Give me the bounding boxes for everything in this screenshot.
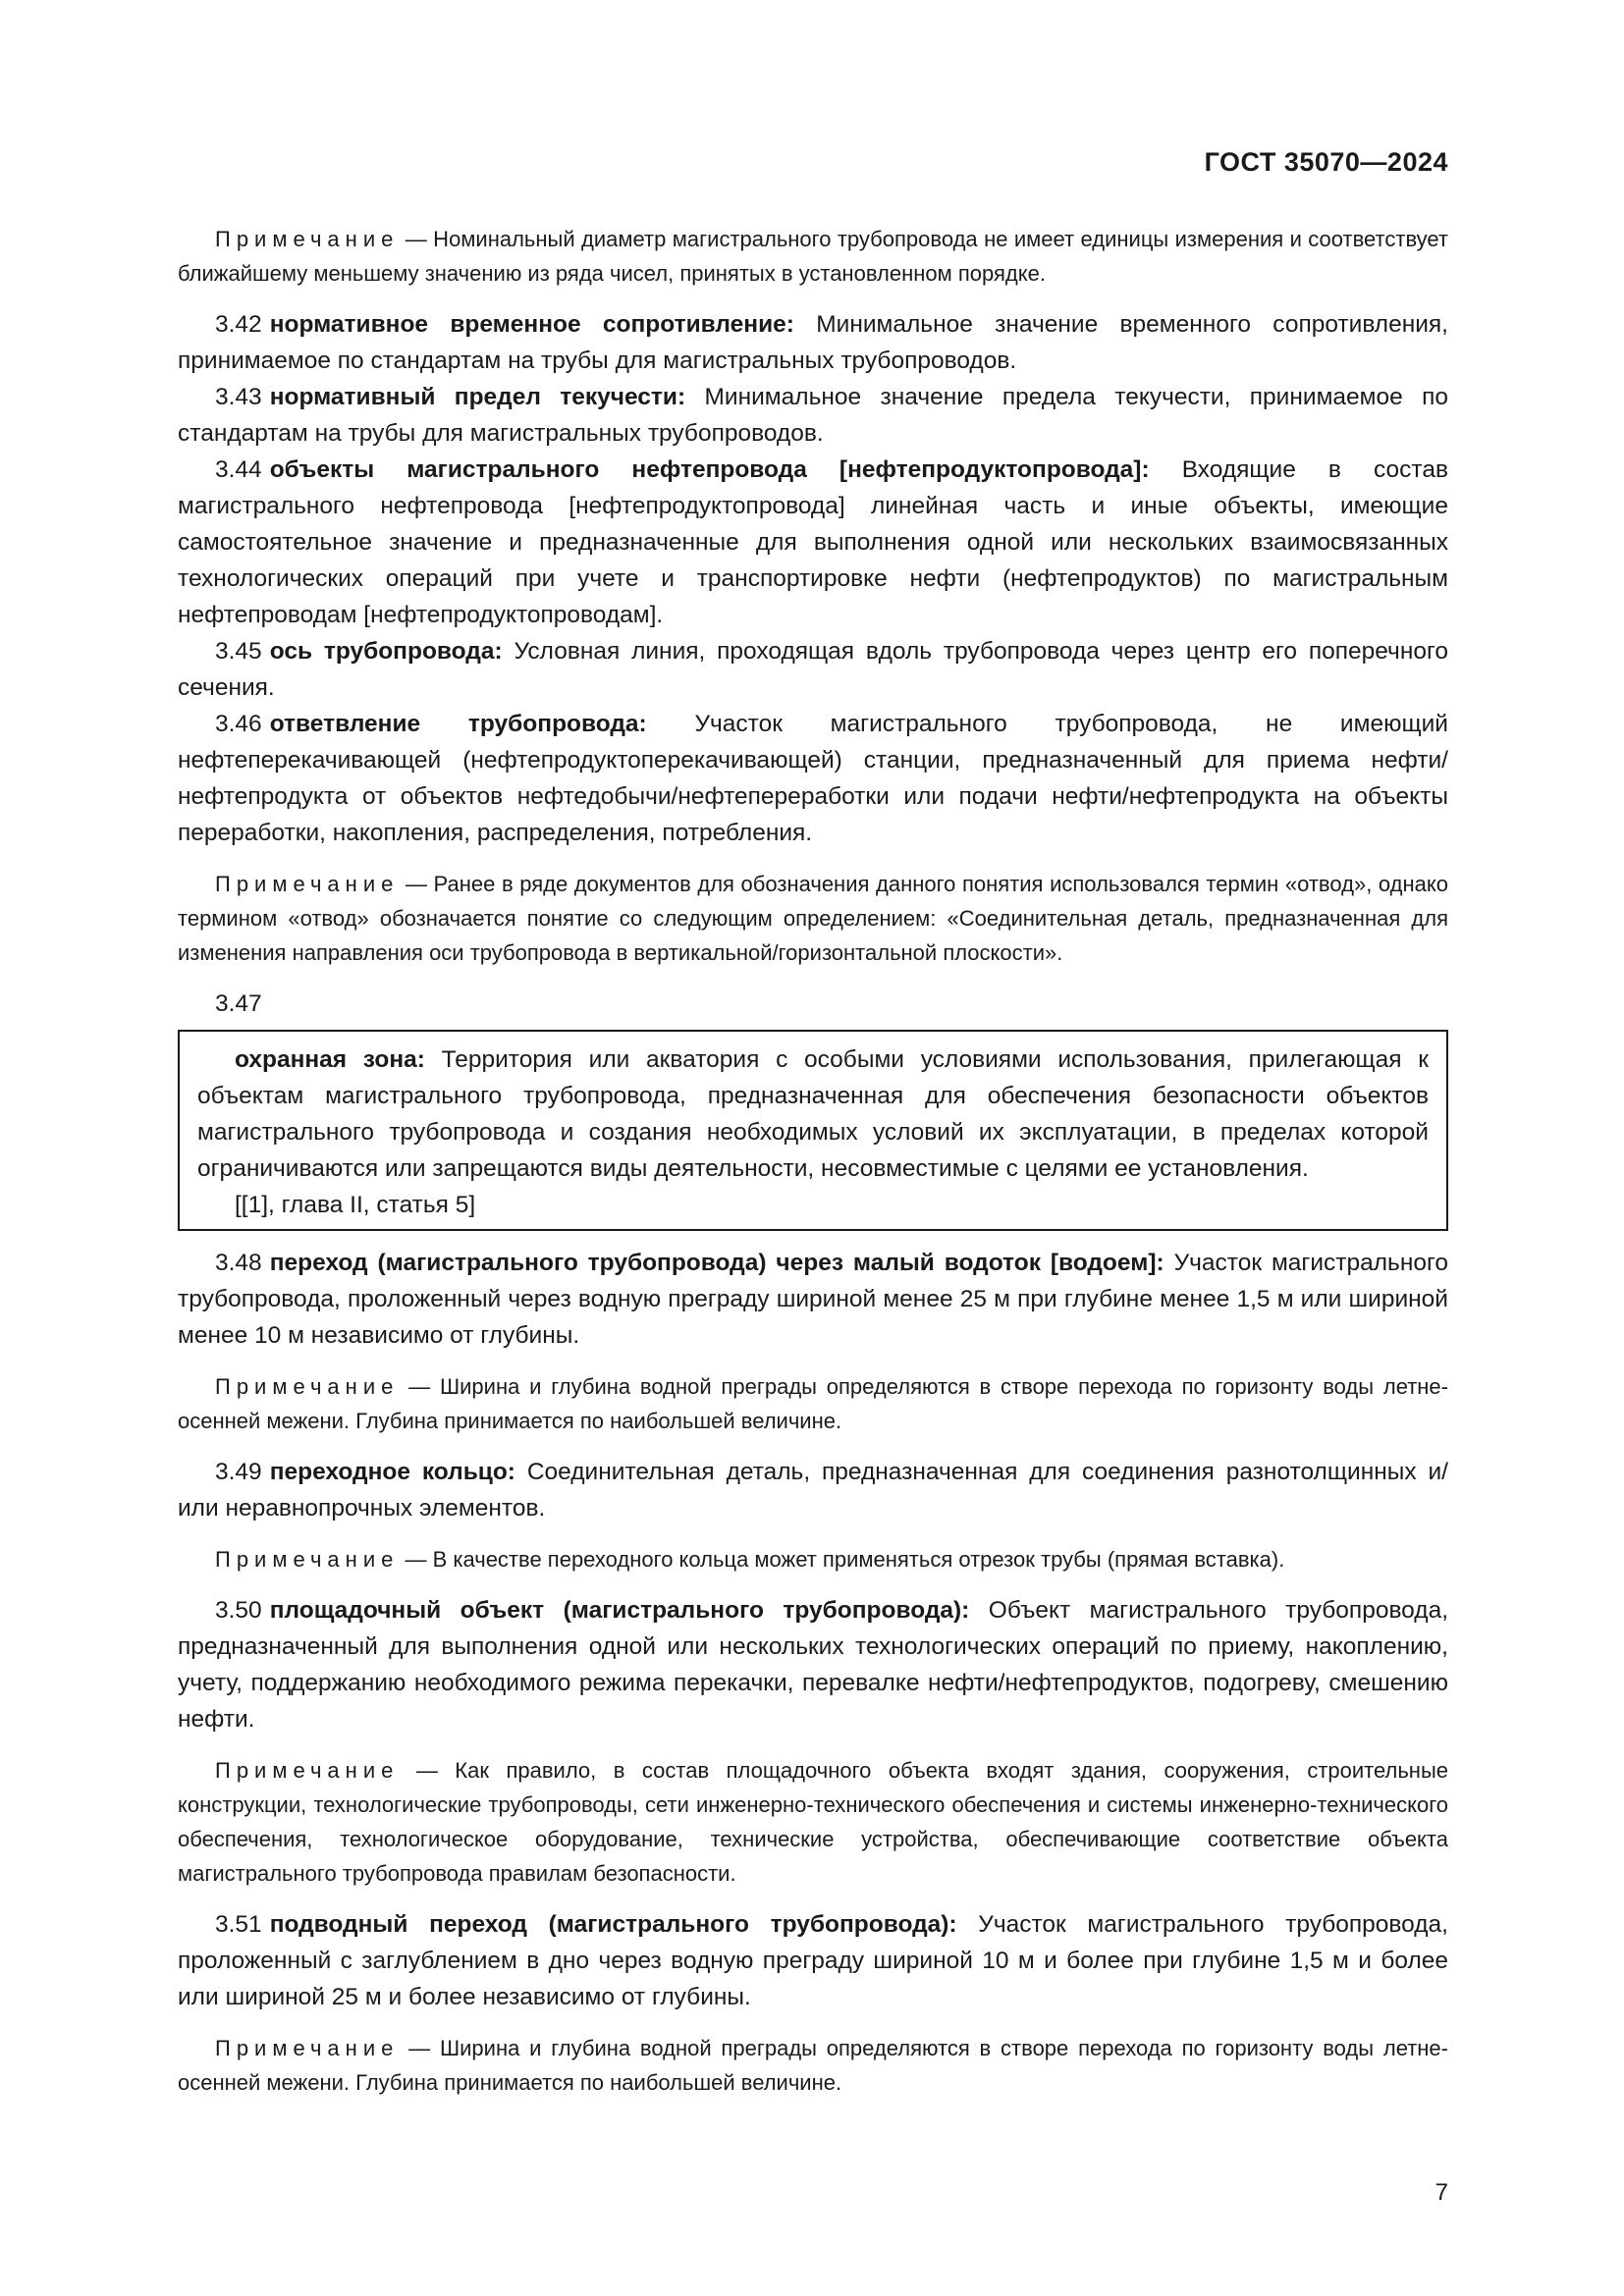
term-title: переход (магистрального трубопровода) через малый водоток [водоем]:: [269, 1250, 1164, 1276]
note-text: — Ширина и глубина водной преграды определяются в створе перехода по горизонту воды летне-осенней межени. Глубина принимается по наибольшей величине.: [178, 2036, 1448, 2095]
term-number: 3.44: [215, 456, 262, 483]
note-label: Примечание: [215, 1758, 400, 1783]
term-source-reference: [[1], глава II, статья 5]: [235, 1192, 476, 1218]
term-definition: Минимальное значение временного сопротивления, принимаемое по стандартам на трубы для магистральных трубопроводов.: [178, 311, 1448, 374]
term-definition: Входящие в состав магистрального нефтепровода [нефтепродуктопровода] линейная часть и иные объекты, имеющие самостоятельное значение и предназначенные для выполнения одной или нескольких взаимосвязанных технологических операций при учете и транспортировке нефти (нефтепродуктов) по магистральным нефтепроводам [нефтепродуктопроводам].: [178, 456, 1448, 628]
term-3-43: [178, 379, 1448, 452]
term-definition: Территория или акватория с особыми условиями использования, прилегающая к объектам магистрального трубопровода, предназначенная для обеспечения безопасности объектов магистрального трубопровода и создания необходимых условий их эксплуатации, в пределах которой ограничиваются или запрещаются виды деятельности, несовместимые с целями ее установления.: [197, 1046, 1429, 1182]
document-page: [178, 0, 1448, 2296]
term-definition: Участок магистрального трубопровода, проложенный через водную преграду шириной менее 25 м при глубине менее 1,5 м или шириной менее 10 м независимо от глубины.: [178, 1250, 1449, 1349]
boxed-term-3-47: [178, 1030, 1448, 1231]
note-3-41: [178, 222, 1448, 291]
term-title: подводный переход (магистрального трубопровода):: [269, 1911, 957, 1938]
term-definition: Объект магистрального трубопровода, предназначенный для выполнения одной или нескольких технологических операций по приему, накоплению, учету, поддержанию необходимого режима перекачки, перевалке нефти/нефтепродуктов, подогреву, смешению нефти.: [178, 1597, 1448, 1733]
term-title: переходное кольцо:: [269, 1459, 515, 1485]
note-label: Примечание: [215, 2036, 400, 2060]
term-number: 3.46: [215, 711, 262, 737]
term-definition: Минимальное значение предела текучести, принимаемое по стандартам на трубы для магистральных трубопроводов.: [178, 384, 1448, 447]
term-number: 3.49: [215, 1459, 262, 1485]
note-text: — Как правило, в состав площадочного объекта входят здания, сооружения, строительные конструкции, технологические трубопроводы, сети инженерно-технического обеспечения и системы инженерно-технического обеспечения, технологическое оборудование, технические устройства, обеспечивающие соответствие объекта магистрального трубопровода правилам безопасности.: [178, 1758, 1448, 1886]
term-definition: Участок магистрального трубопровода, не имеющий нефтеперекачивающей (нефтепродуктоперекачивающей) станции, предназначенный для приема нефти/нефтепродукта от объектов нефтедобычи/нефтепереработки или подачи нефти/нефтепродукта на объекты переработки, накопления, распределения, потребления.: [178, 711, 1448, 846]
note-3-50: [178, 1753, 1448, 1891]
note-text: — В качестве переходного кольца может применяться отрезок трубы (прямая вставка).: [405, 1547, 1285, 1572]
note-label: Примечание: [215, 872, 400, 896]
note-text: — Номинальный диаметр магистрального трубопровода не имеет единицы измерения и соответствует ближайшему меньшему значению из ряда чисел, принятых в установленном порядке.: [178, 227, 1448, 286]
term-title: площадочный объект (магистрального трубопровода):: [269, 1597, 970, 1624]
note-label: Примечание: [215, 227, 400, 251]
term-definition: Соединительная деталь, предназначенная для соединения разнотолщинных и/или неравнопрочных элементов.: [178, 1459, 1448, 1522]
term-title: ось трубопровода:: [269, 638, 503, 665]
term-3-51: [178, 1906, 1448, 2015]
note-3-51: [178, 2031, 1448, 2100]
note-3-49: [178, 1542, 1448, 1576]
note-3-48: [178, 1369, 1448, 1438]
note-3-46: [178, 867, 1448, 970]
term-definition: Условная линия, проходящая вдоль трубопровода через центр его поперечного сечения.: [178, 638, 1449, 701]
term-3-48: [178, 1245, 1448, 1354]
term-title: нормативное временное сопротивление:: [269, 311, 794, 338]
note-label: Примечание: [215, 1547, 400, 1572]
term-number-3-47: 3.47: [215, 990, 262, 1017]
page-number: 7: [1435, 2179, 1448, 2206]
term-3-50: [178, 1592, 1448, 1737]
note-text: — Ширина и глубина водной преграды определяются в створе перехода по горизонту воды летне-осенней межени. Глубина принимается по наибольшей величине.: [178, 1374, 1448, 1433]
term-title: нормативный предел текучести:: [269, 384, 686, 410]
term-3-46: [178, 706, 1448, 851]
term-title: ответвление трубопровода:: [269, 711, 647, 737]
standard-code-header: ГОСТ 35070—2024: [1204, 147, 1448, 177]
term-3-42: [178, 306, 1448, 379]
note-text: — Ранее в ряде документов для обозначения данного понятия использовался термин «отвод», однако термином «отвод» обозначается понятие со следующим определением: «Соединительная деталь, предназначенная для изменения направления оси трубопровода в вертикальной/горизонтальной плоскости».: [178, 872, 1448, 965]
note-label: Примечание: [215, 1374, 400, 1399]
term-title: охранная зона:: [235, 1046, 425, 1073]
term-3-47: [197, 1041, 1429, 1187]
term-3-45: [178, 633, 1448, 706]
term-definition: Участок магистрального трубопровода, проложенный с заглублением в дно через водную преграду шириной 10 м и более при глубине 1,5 м и более или шириной 25 м и более независимо от глубины.: [178, 1911, 1448, 2010]
term-number: 3.43: [215, 384, 262, 410]
term-number: 3.50: [215, 1597, 262, 1624]
term-title: объекты магистрального нефтепровода [нефтепродуктопровода]:: [269, 456, 1150, 483]
term-3-44: [178, 452, 1448, 633]
document-body: [178, 222, 1448, 2100]
term-3-49: [178, 1454, 1448, 1526]
term-number: 3.51: [215, 1911, 262, 1938]
term-number: 3.48: [215, 1250, 262, 1276]
term-number: 3.45: [215, 638, 262, 665]
term-number: 3.42: [215, 311, 262, 338]
